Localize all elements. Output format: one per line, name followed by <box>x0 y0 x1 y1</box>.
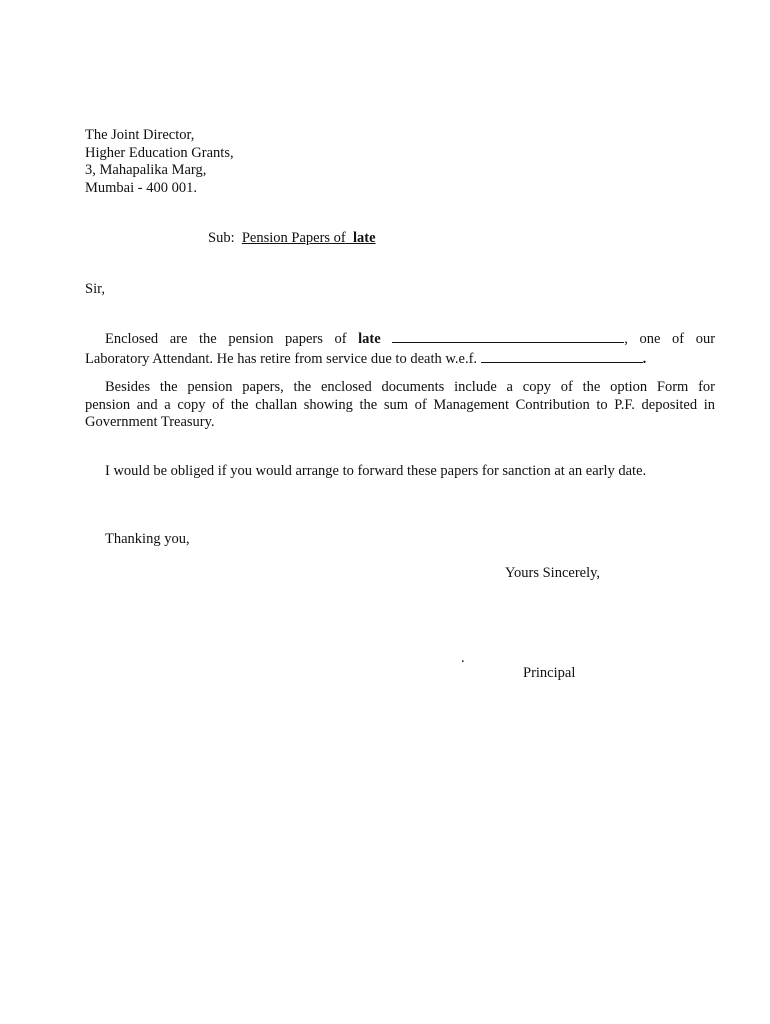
address-line-4: Mumbai - 400 001. <box>85 179 197 196</box>
paragraph-enclosed <box>85 329 715 368</box>
deceased-name-blank <box>392 329 624 343</box>
paragraph-enclosed-line-1 <box>85 329 715 349</box>
address-line-2: Higher Education Grants, <box>85 144 234 161</box>
salutation: Sir, <box>85 281 105 297</box>
address-line-1: The Joint Director, <box>85 127 195 143</box>
enclosed-text-end: , one of our <box>624 331 716 347</box>
paragraph-besides <box>85 379 715 432</box>
paragraph-besides-line-2: pension and a copy of the challan showing the sum of Management Contribution to P.F. deposited in <box>85 396 715 413</box>
attendant-text: Laboratory Attendant. He has retire from service due to death w.e.f. <box>85 350 478 367</box>
subject-line <box>208 229 581 247</box>
paragraph-obliged-line: I would be obliged if you would arrange to forward these papers for sanction at an early date. <box>105 463 647 479</box>
paragraph-besides-line-3: Government Treasury. <box>85 414 215 430</box>
enclosed-late: late <box>358 331 381 347</box>
death-date-blank <box>481 349 643 363</box>
yours-sincerely: Yours Sincerely, <box>505 565 601 581</box>
paragraph-obliged <box>85 463 715 481</box>
thanking-line: Thanking you, <box>105 531 190 547</box>
attendant-end: . <box>642 350 647 367</box>
signatory-title: Principal <box>523 665 576 681</box>
subject-text <box>242 230 581 246</box>
subject-late: late <box>353 230 376 246</box>
subject-prefix: Sub: <box>208 230 235 246</box>
address-line-3: 3, Mahapalika Marg, <box>85 162 207 178</box>
signature-dot: . <box>461 650 465 666</box>
recipient-address <box>85 127 234 197</box>
paragraph-enclosed-line-2 <box>85 349 715 369</box>
enclosed-text: Enclosed are the pension papers of <box>105 331 347 347</box>
subject-name-blank <box>376 229 581 242</box>
subject-title: Pension Papers of <box>241 230 346 246</box>
paragraph-besides-line-1: Besides the pension papers, the enclosed documents include a copy of the option Form for <box>105 379 715 395</box>
